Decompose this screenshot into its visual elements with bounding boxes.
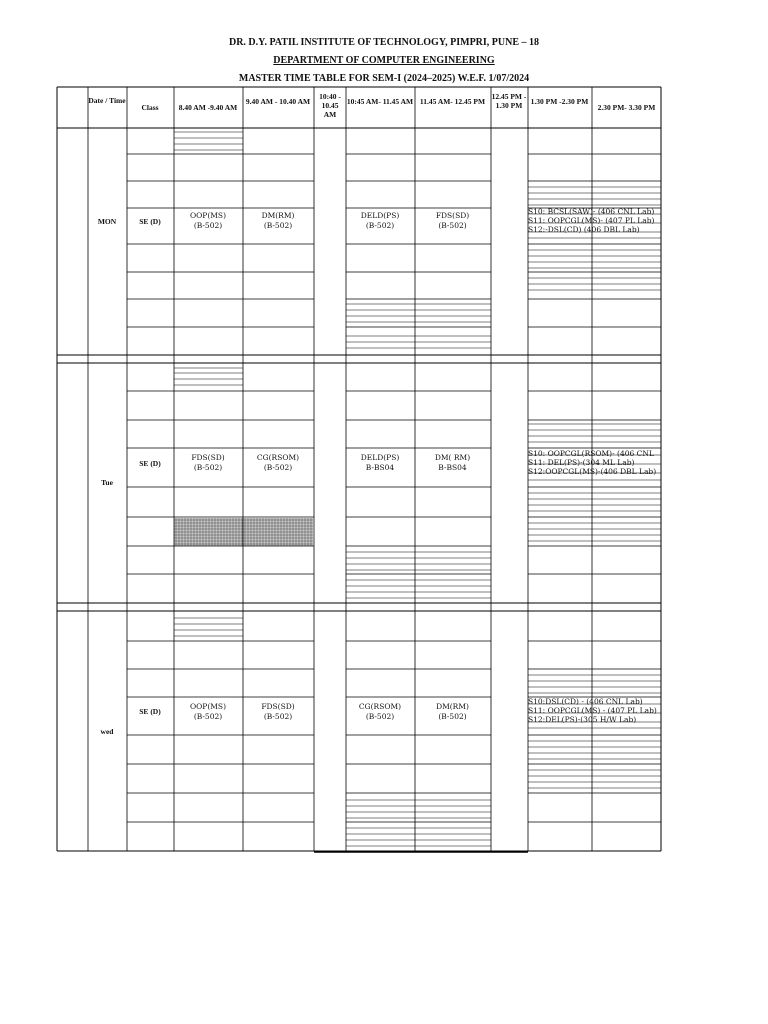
col-header-slot-6: 2.30 PM- 3.30 PM [597, 103, 656, 112]
class-label: SE (D) [139, 459, 161, 468]
lecture-cell: DELD(PS) (B-502) [360, 211, 400, 230]
lab-batch-s11: S11: OOPCGL(MS)- (407 PL Lab) [528, 216, 655, 225]
lecture-cell: DM(RM) (B-502) [261, 211, 295, 230]
lab-batch-s11: S11: OOPCGL(MS) - (407 PL Lab) [528, 706, 657, 715]
class-label: SE (D) [139, 707, 161, 716]
institute-name: DR. D.Y. PATIL INSTITUTE OF TECHNOLOGY, PIMPRI, PUNE – 18 [228, 37, 540, 48]
lecture-cell: DM(RM) (B-502) [436, 702, 469, 721]
day-label: Tue [101, 478, 113, 487]
col-header-lunch: 12.45 PM - 1.30 PM [491, 92, 527, 110]
lecture-cell: DM( RM) B-BS04 [434, 453, 471, 472]
lecture-cell: CG(RSOM) (B-502) [358, 702, 402, 721]
col-header-slot-5: 1.30 PM -2.30 PM [530, 97, 589, 106]
department-name: DEPARTMENT OF COMPUTER ENGINEERING [273, 55, 495, 66]
class-label: SE (D) [139, 217, 161, 226]
lecture-cell: CG(RSOM) (B-502) [256, 453, 300, 472]
col-header-break: 10:40 - 10.45 AM [319, 92, 341, 119]
lab-batch-s11: S11: DEL(PS)-(304 ML Lab) [528, 458, 635, 467]
lecture-cell: FDS(SD) (B-502) [435, 211, 470, 230]
timetable-title: MASTER TIME TABLE FOR SEM-I (2024–2025) W.E.F. 1/07/2024 [238, 73, 530, 84]
lecture-cell: OOP(MS) (B-502) [189, 211, 226, 230]
lab-batch-s12: S12:OOPCGL(MS)-(406 DBL Lab) [528, 467, 657, 476]
col-header-slot-1: 8.40 AM -9.40 AM [178, 103, 238, 112]
lab-batch-s10: S10:DSL(CD) - (406 CNL Lab) [528, 697, 643, 706]
lab-batch-s10: S10: BCSL(SAW)- (406 CNL Lab) [528, 207, 655, 216]
lab-batch-s12: S12:-DSL(CD) (406 DBL Lab) [528, 225, 640, 234]
lecture-cell: OOP(MS) (B-502) [189, 702, 226, 721]
lecture-cell: FDS(SD) (B-502) [191, 453, 225, 472]
lecture-cell: DELD(PS) B-BS04 [360, 453, 400, 472]
day-label: MON [97, 217, 117, 226]
col-header-slot-2: 9.40 AM - 10.40 AM [245, 97, 311, 106]
lecture-cell: FDS(SD) (B-502) [261, 702, 295, 721]
lab-batch-s10: S10: OOPCGL(RSOM)- (406 CNL [528, 449, 654, 458]
col-header-class: Class [141, 103, 159, 112]
col-header-slot-4: 11.45 AM- 12.45 PM [419, 97, 486, 106]
col-header-slot-3: 10:45 AM- 11.45 AM [346, 97, 414, 106]
col-header-date-time: Date / Time [88, 96, 126, 105]
lab-batch-s12: S12:DEL(PS)-(305 H/W Lab) [528, 715, 637, 724]
day-label: wed [100, 727, 114, 736]
